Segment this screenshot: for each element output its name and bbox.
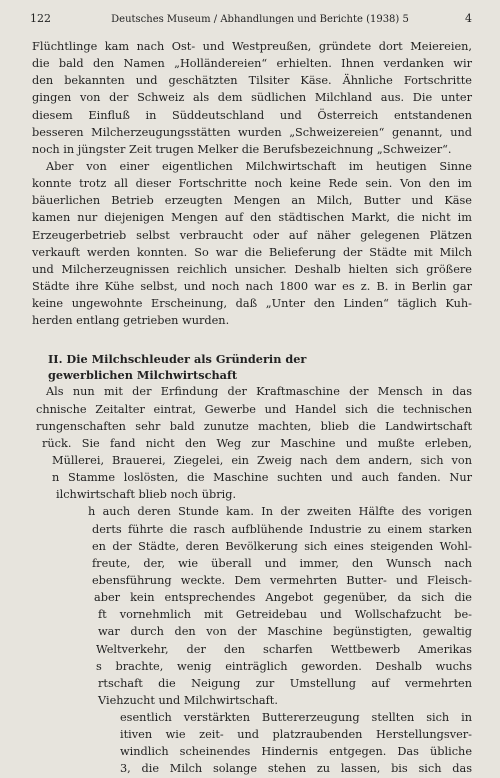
text-line: 3, die Milch solange stehen zu lassen, bis sich das — [120, 762, 472, 776]
text-line: die bald den Namen „Holländereien“ erhielten. Ihnen verdanken wir — [32, 57, 472, 71]
paragraph — [32, 383, 472, 503]
text-line: bäuerlichen Betrieb erzeugten Mengen an Milch, Butter und Käse — [32, 194, 472, 208]
text-line: und Milcherzeugnissen reichlich unsicher. Deshalb hielten sich größere — [32, 262, 472, 276]
text-line: chnische Zeitalter eintrat, Gewerbe und Handel sich die technischen — [36, 402, 472, 416]
text-line: Aber von einer eigentlichen Milchwirtschaft im heutigen Sinne — [46, 159, 472, 173]
paragraph — [32, 503, 472, 709]
text-line: rtschaft die Neigung zur Umstellung auf vermehrten — [98, 676, 472, 690]
text-line: aber kein entsprechendes Angebot gegenüber, da sich die — [94, 591, 472, 605]
text-line: noch in jüngster Zeit trugen Melker die Berufsbezeichnung „Schweizer“. — [32, 142, 452, 156]
text-line: ilchwirtschaft blieb noch übrig. — [56, 488, 237, 502]
text-line: derts führte die rasch aufblühende Industrie zu einem starken — [92, 522, 472, 536]
text-line: Viehzucht und Milchwirtschaft. — [98, 693, 278, 707]
running-header — [30, 12, 472, 28]
text-line: en der Städte, deren Bevölkerung sich eines steigenden Wohl- — [92, 539, 472, 553]
paragraph — [32, 158, 472, 329]
text-line: kamen nur diejenigen Mengen auf den städtischen Markt, die nicht im — [32, 211, 472, 225]
text-line: Müllerei, Brauerei, Ziegelei, ein Zweig nach dem andern, sich von — [52, 453, 472, 467]
text-line: konnte trotz all dieser Fortschritte noch keine Rede sein. Von den im — [32, 177, 472, 191]
text-line: n Stamme loslösten, die Maschine suchten und auch fanden. Nur — [52, 471, 472, 485]
text-line: Als nun mit der Erfindung der Kraftmaschine der Mensch in das — [46, 385, 472, 399]
text-line: diesem Einfluß in Süddeutschland und Österreich entstandenen — [32, 108, 472, 122]
text-line: Weltverkehr, der den scharfen Wettbewerb Amerikas — [96, 642, 472, 656]
issue-number: 4 — [465, 12, 472, 25]
text-line: besseren Milcherzeugungsstätten wurden „Schweizereien“ genannt, und — [32, 125, 472, 139]
text-line: war durch den von der Maschine begünstigten, gewaltig — [98, 625, 472, 639]
heading-line: II. Die Milchschleuder als Gründerin der — [48, 352, 307, 367]
text-line: s brachte, wenig einträglich geworden. Deshalb wuchs — [96, 659, 472, 673]
text-line: freute, der, wie überall und immer, den Wunsch nach — [92, 556, 472, 570]
text-line: rungenschaften sehr bald zunutze machten, blieb die Landwirtschaft — [36, 419, 472, 433]
paragraph — [32, 38, 472, 158]
text-line: gingen von der Schweiz als dem südlichen Milchland aus. Die unter — [32, 91, 472, 105]
text-line: h auch deren Stunde kam. In der zweiten Hälfte des vorigen — [88, 505, 472, 519]
page-number: 122 — [30, 12, 51, 25]
body-text — [32, 38, 472, 778]
text-line: Erzeugerbetrieb selbst verbraucht oder auf näher gelegenen Plätzen — [32, 228, 472, 242]
text-line: rück. Sie fand nicht den Weg zur Maschine und mußte erleben, — [42, 436, 472, 450]
section-heading — [32, 351, 472, 383]
text-line: Städte ihre Kühe selbst, und noch nach 1800 war es z. B. in Berlin gar — [32, 279, 472, 293]
text-line: den bekannten und geschätzten Tilsiter Käse. Ähnliche Fortschritte — [32, 74, 472, 88]
text-line: itiven wie zeit- und platzraubenden Herstellungsver- — [120, 728, 472, 742]
text-line: ft vornehmlich mit Getreidebau und Wollschafzucht be- — [98, 608, 472, 622]
text-line: esentlich verstärkten Buttererzeugung stellten sich in — [120, 711, 472, 725]
paragraph — [32, 709, 472, 778]
text-line: Flüchtlinge kam nach Ost- und Westpreußen, gründete dort Meiereien, — [32, 40, 472, 53]
text-line: keine ungewohnte Erscheinung, daß „Unter den Linden“ täglich Kuh- — [32, 297, 472, 311]
heading-line: gewerblichen Milchwirtschaft — [48, 368, 238, 383]
journal-title: Deutsches Museum / Abhandlungen und Berichte (1938) 5 — [111, 14, 409, 25]
text-line: ebensführung weckte. Dem vermehrten Butter- und Fleisch- — [92, 573, 472, 587]
text-line: herden entlang getrieben wurden. — [32, 314, 230, 328]
text-line: verkauft werden konnten. So war die Belieferung der Städte mit Milch — [32, 245, 472, 259]
text-line: windlich scheinendes Hindernis entgegen. Das übliche — [120, 745, 472, 759]
